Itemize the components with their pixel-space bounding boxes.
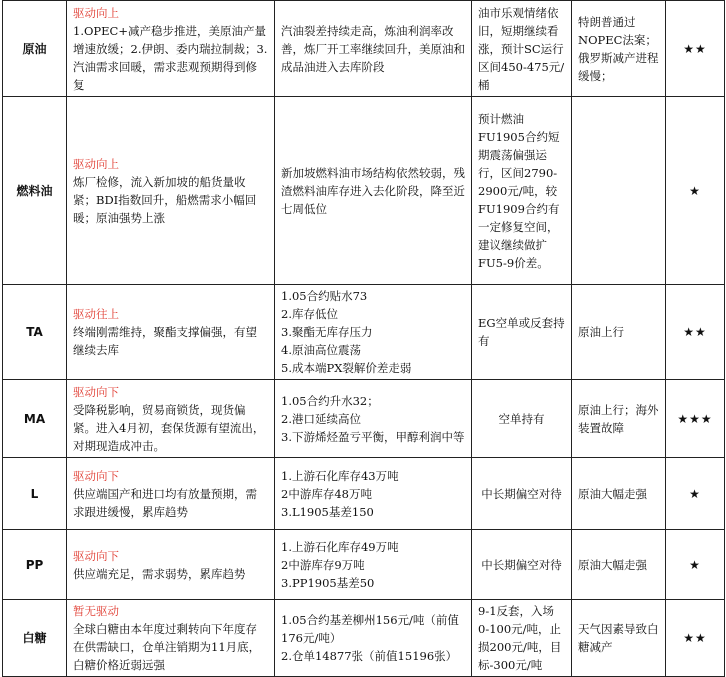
market-cell: 汽油裂差持续走高，炼油利润率改善，炼厂开工率继续回升，美原油和成品油进入去库阶段 (275, 1, 472, 97)
driver-text: 终端刚需维持，聚酯支撑偏强，有望继续去库 (73, 325, 257, 357)
market-line: 3.PP1905基差50 (281, 575, 375, 590)
driver-text: 1.OPEC+减产稳步推进，美原油产量增速放缓；2.伊朗、委内瑞拉制裁；3.汽油需求回暖，需求悲观预期得到修复 (73, 23, 268, 92)
strategy-cell: 中长期偏空对待 (472, 458, 572, 530)
market-line: 2中游库存9万吨 (281, 557, 365, 572)
rating-stars: ★ (666, 97, 725, 285)
strategy-cell: 9-1反套，入场0-100元/吨，止损200元/吨，目标-300元/吨 (472, 600, 572, 677)
driver-cell (67, 458, 275, 530)
driver-text: 全球白糖由本年度过剩转向下年度存在供需缺口，仓单注销期为11月底，白糖价格近弱远强 (73, 622, 261, 672)
risk-cell: 天气因素导致白糖减产 (572, 600, 666, 677)
market-line: 1.05合约升水32； (281, 393, 379, 408)
driver-tag: 驱动向上 (73, 156, 119, 171)
table-row (3, 600, 725, 677)
commodity-name: TA (3, 285, 67, 380)
market-line: 5.成本端PX裂解价差走弱 (281, 361, 412, 375)
risk-cell: 原油大幅走强 (572, 458, 666, 530)
market-cell: 新加坡燃料油市场结构依然较弱，残渣燃料油库存进入去化阶段，降至近七周低位 (275, 97, 472, 285)
strategy-cell: 油市乐观情绪依旧，短期继续看涨，预计SC运行区间450-475元/桶 (472, 1, 572, 97)
driver-tag: 暂无驱动 (73, 604, 119, 618)
risk-cell (572, 97, 666, 285)
rating-stars: ★★★ (666, 380, 725, 458)
commodity-name: 燃料油 (3, 97, 67, 285)
driver-text: 炼厂检修，流入新加坡的船货量收紧；BDI指数回升，船燃需求小幅回暖；原油强势上涨 (73, 174, 257, 225)
market-line: 2.港口延续高位 (281, 411, 361, 426)
strategy-cell: 空单持有 (472, 380, 572, 458)
market-line: 3.L1905基差150 (281, 504, 374, 519)
driver-cell (67, 600, 275, 677)
strategy-cell: 中长期偏空对待 (472, 530, 572, 600)
table-row (3, 380, 725, 458)
rating-stars: ★★ (666, 1, 725, 97)
commodity-name: MA (3, 380, 67, 458)
market-line: 4.原油高位震荡 (281, 343, 361, 357)
market-line: 1.05合约基差柳州156元/吨（前值176元/吨） (281, 613, 459, 645)
driver-cell (67, 1, 275, 97)
table-row (3, 1, 725, 97)
market-cell (275, 600, 472, 677)
strategy-cell: 预计燃油FU1905合约短期震荡偏强运行，区间2790-2900元/吨，较FU1909合约有一定修复空间，建议继续做扩FU5-9价差。 (472, 97, 572, 285)
rating-stars: ★ (666, 458, 725, 530)
market-cell (275, 458, 472, 530)
table-row (3, 530, 725, 600)
risk-cell: 原油上行；海外装置故障 (572, 380, 666, 458)
table-row (3, 97, 725, 285)
commodity-name: PP (3, 530, 67, 600)
driver-cell (67, 530, 275, 600)
strategy-cell: EG空单或反套持有 (472, 285, 572, 380)
driver-tag: 驱动向下 (73, 548, 119, 563)
driver-cell (67, 380, 275, 458)
driver-text: 受降税影响，贸易商锁货，现货偏紧。进入4月初，套保货源有望流出，对期现造成冲击。 (73, 402, 265, 453)
market-line: 2.仓单14877张（前值15196张） (281, 649, 458, 663)
risk-cell: 特朗普通过NOPEC法案；俄罗斯减产进程缓慢； (572, 1, 666, 97)
market-line: 1.上游石化库存43万吨 (281, 468, 399, 483)
driver-cell (67, 285, 275, 380)
driver-tag: 驱动向上 (73, 5, 119, 20)
rating-stars: ★★ (666, 600, 725, 677)
commodity-name: 原油 (3, 1, 67, 97)
risk-cell: 原油上行 (572, 285, 666, 380)
driver-text: 供应端充足，需求弱势，累库趋势 (73, 566, 246, 581)
market-line: 1.05合约贴水73 (281, 289, 368, 303)
table-row (3, 458, 725, 530)
driver-cell (67, 97, 275, 285)
market-cell (275, 285, 472, 380)
market-line: 3.下游烯烃盈亏平衡，甲醇利润中等 (281, 429, 465, 444)
commodity-table (2, 0, 725, 677)
risk-cell: 原油大幅走强 (572, 530, 666, 600)
rating-stars: ★★ (666, 285, 725, 380)
market-line: 2.库存低位 (281, 307, 338, 321)
table-row (3, 285, 725, 380)
market-line: 1.上游石化库存49万吨 (281, 539, 399, 554)
rating-stars: ★ (666, 530, 725, 600)
driver-tag: 驱动向下 (73, 384, 119, 399)
market-line: 3.聚酯无库存压力 (281, 325, 373, 339)
market-line: 2中游库存48万吨 (281, 486, 372, 501)
market-cell (275, 530, 472, 600)
driver-tag: 驱动往上 (73, 307, 119, 321)
driver-tag: 驱动向下 (73, 468, 119, 483)
driver-text: 供应端国产和进口均有放量预期，需求跟进缓慢，累库趋势 (73, 486, 257, 519)
market-cell (275, 380, 472, 458)
commodity-name: L (3, 458, 67, 530)
commodity-name: 白糖 (3, 600, 67, 677)
